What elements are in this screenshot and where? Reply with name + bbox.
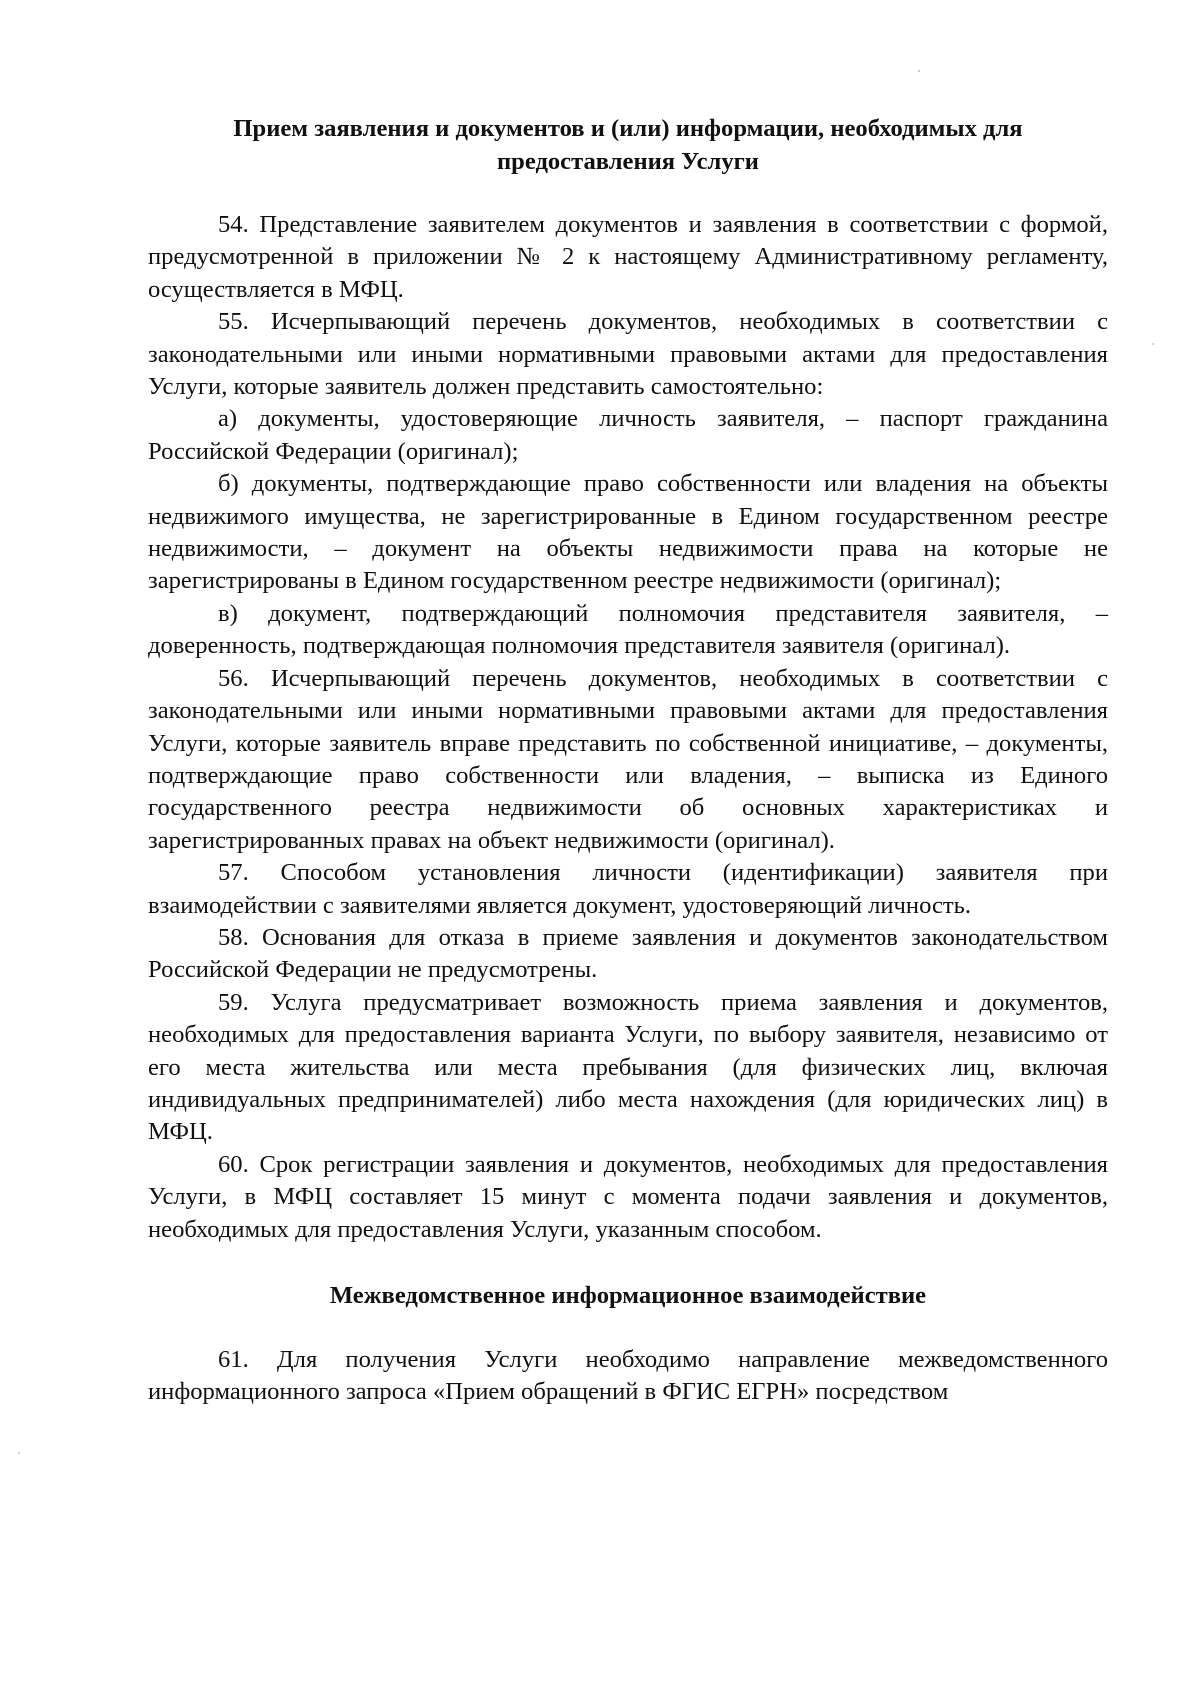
paragraph-56: 56. Исчерпывающий перечень документов, необходимых в соответствии с законодательными или иными нормативными правовыми актами для предоставления Услуги, которые заявитель вправе представить по собственной инициативе, – документы, подтверждающие право собственности или владения, – выписка из Единого государственного реестра недвижимости об основных характеристиках и зарегистрированных правах на объект недвижимости (оригинал). [148, 664, 1108, 854]
section-heading-interagency: Межведомственное информационное взаимодействие [329, 1282, 927, 1309]
paragraph-58: 58. Основания для отказа в приеме заявления и документов законодательством Российской Федерации не предусмотрены. [148, 923, 1108, 984]
paragraph-55-b: б) документы, подтверждающие право собственности или владения на объекты недвижимого имущества, не зарегистрированные в Едином государственном реестре недвижимости, – документ на объекты недвижимости права на которые не зарегистрированы в Едином государственном реестре недвижимости (оригинал); [148, 470, 1108, 595]
paragraph-55-v: в) документ, подтверждающий полномочия представителя заявителя, – доверенность, подтверждающая полномочия представителя заявителя (оригинал). [148, 599, 1108, 660]
document-page [148, 112, 1108, 1409]
scan-speck [18, 1452, 20, 1454]
scan-speck [1152, 343, 1154, 345]
paragraph-59: 59. Услуга предусматривает возможность приема заявления и документов, необходимых для предоставления варианта Услуги, по выбору заявителя, независимо от его места жительства или места пребывания (для физических лиц, включая индивидуальных предпринимателей) либо места нахождения (для юридических лиц) в МФЦ. [148, 988, 1108, 1146]
paragraph-55: 55. Исчерпывающий перечень документов, необходимых в соответствии с законодательными или иными нормативными правовыми актами для предоставления Услуги, которые заявитель должен представить самостоятельно: [148, 308, 1108, 401]
paragraph-55-a: а) документы, удостоверяющие личность заявителя, – паспорт гражданина Российской Федерации (оригинал); [148, 405, 1108, 465]
paragraph-61: 61. Для получения Услуги необходимо направление межведомственного информационного запроса «Прием обращений в ФГИС ЕГРН» посредством [148, 1346, 1108, 1406]
paragraph-57: 57. Способом установления личности (идентификации) заявителя при взаимодействии с заявителями является документ, удостоверяющий личность. [148, 859, 1108, 919]
paragraph-60: 60. Срок регистрации заявления и документов, необходимых для предоставления Услуги, в МФЦ составляет 15 минут с момента подачи заявления и документов, необходимых для предоставления Услуги, указанным способом. [148, 1150, 1108, 1243]
paragraph-54: 54. Представление заявителем документов и заявления в соответствии с формой, предусмотренной в приложении № 2 к настоящему Административному регламенту, осуществляется в МФЦ. [148, 211, 1108, 303]
scan-speck [918, 70, 920, 72]
section-heading-reception: Прием заявления и документов и (или) информации, необходимых для предоставления Услуги [233, 115, 1023, 175]
